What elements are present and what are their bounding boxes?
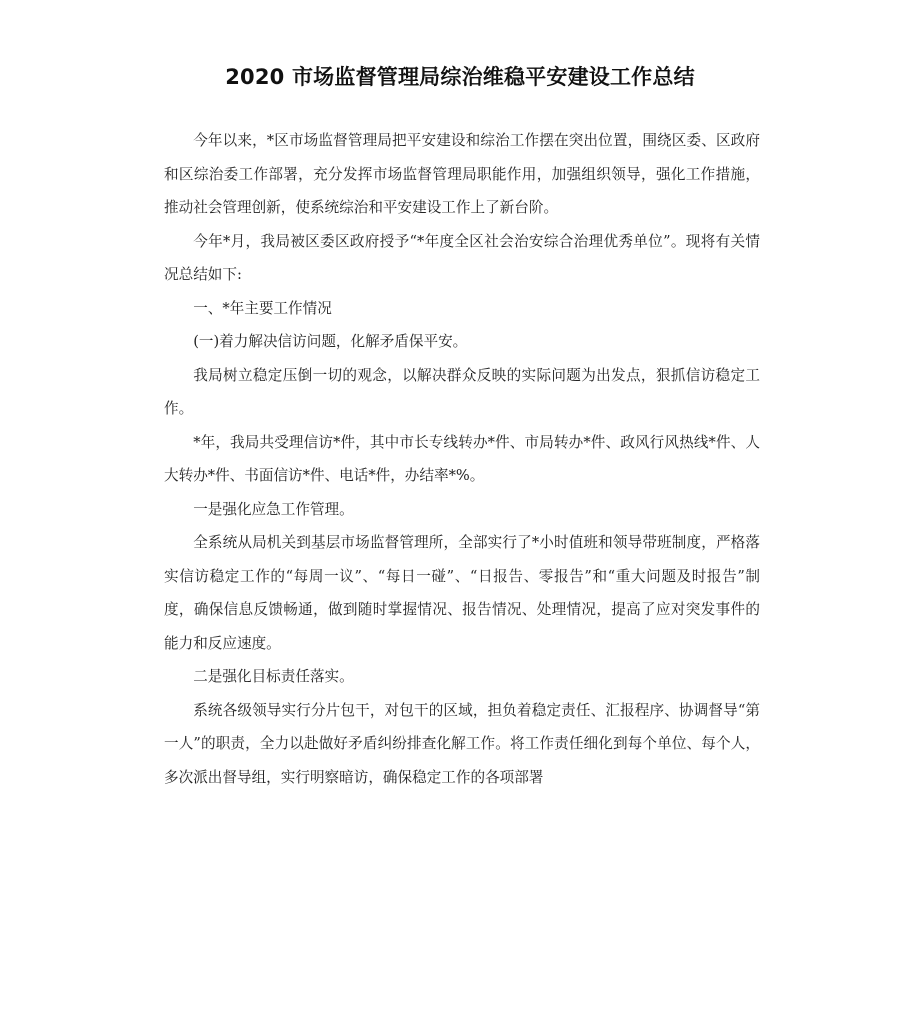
- document-body: [164, 124, 760, 794]
- paragraph-leadership-responsibility: 系统各级领导实行分片包干，对包干的区域，担负着稳定责任、汇报程序、协调督导“第一人”的职责，全力以赴做好矛盾纠纷排查化解工作。将工作责任细化到每个单位、每个人，多次派出督导组，实行明察暗访，确保稳定工作的各项部署: [164, 701, 760, 786]
- point-heading-responsibility: 二是强化目标责任落实。: [193, 668, 354, 685]
- paragraph-award: 今年*月，我局被区委区政府授予“*年度全区社会治安综合治理优秀单位”。现将有关情况总结如下:: [164, 232, 760, 283]
- paragraph-duty-system: 全系统从局机关到基层市场监督管理所，全部实行了*小时值班和领导带班制度，严格落实信访稳定工作的“每周一议”、“每日一碰”、“日报告、零报告”和“重大问题及时报告”制度，确保信息反馈畅通，做到随时掌握情况、报告情况、处理情况，提高了应对突发事件的能力和反应速度。: [164, 534, 760, 652]
- section-heading-main-work: 一、*年主要工作情况: [193, 299, 332, 317]
- paragraph-petition-statistics: *年，我局共受理信访*件，其中市长专线转办*件、市局转办*件、政风行风热线*件、人大转办*件、书面信访*件、电话*件，办结率*%。: [164, 433, 760, 484]
- point-heading-emergency-management: 一是强化应急工作管理。: [193, 500, 354, 518]
- paragraph-stability-concept: 我局树立稳定压倒一切的观念，以解决群众反映的实际问题为出发点，狠抓信访稳定工作。: [164, 366, 760, 417]
- document-title: 2020 市场监督管理局综治维稳平安建设工作总结: [225, 65, 695, 89]
- paragraph-intro: 今年以来，*区市场监督管理局把平安建设和综治工作摆在突出位置，围绕区委、区政府和区综治委工作部署，充分发挥市场监督管理局职能作用，加强组织领导，强化工作措施，推动社会管理创新，使系统综治和平安建设工作上了新台阶。: [164, 132, 760, 216]
- subsection-heading-petitions: (一)着力解决信访问题，化解矛盾保平安。: [193, 333, 468, 350]
